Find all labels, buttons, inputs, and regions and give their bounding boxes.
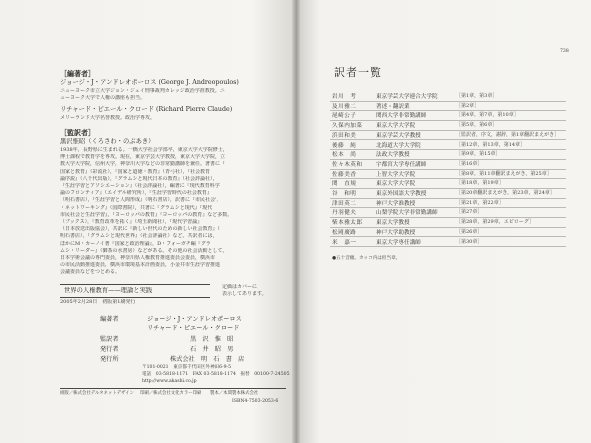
translator-name: 松岡廣路: [332, 229, 357, 236]
page-number: 738: [560, 49, 569, 54]
supervisor-bio-line: ムシ・リーダー』（御茶の水書房）などがある。その他の社会活動として，: [60, 247, 228, 254]
translator-chapters: ［第9章，第15章］: [456, 151, 501, 158]
translator-affiliation: 上智大学大学院: [376, 171, 416, 178]
translator-chapters: ［第20章翻訳まえがき，第23章，第24章］: [456, 190, 555, 196]
translator-name: 佐藤美香: [332, 171, 357, 178]
supervisor-bio-line: 市民社会と生涯学習』，『ヨーロッパの教育』『ヨーロッパの教育』など多数。: [60, 211, 233, 218]
title-rule-bottom: [60, 297, 210, 298]
translator-affiliation: 神戸大学助教授: [376, 229, 416, 236]
translator-chapters: ［第1章，第3章］: [456, 93, 498, 99]
isbn: ISBN4-7503-2053-6: [232, 399, 279, 404]
colophon-role: 編著者: [100, 316, 119, 323]
supervisor-bio-line: 論序説』（八千代出版），『グラムシと現代日本の教育』（社会評論社），: [60, 175, 218, 182]
colophon-value: リチャード・ピエール・クロード: [147, 325, 240, 332]
address-line: 〒101-0021 東京都千代田区外神田6-9-5: [142, 365, 232, 370]
address-line: 電話 03-5818-1171 FAX 03-5818-1174 振替 00100-7-24505: [142, 372, 290, 377]
translator-name: 後藤 純: [332, 142, 357, 149]
translator-chapters: ［第26章］: [456, 228, 483, 235]
translator-name: 松本 尚: [332, 152, 357, 159]
publisher-note-line: 表示してあります。: [222, 291, 267, 297]
translator-name: 津田英二: [332, 200, 357, 207]
translator-affiliation: 神戸大学准教授: [376, 200, 416, 207]
row-divider: [330, 246, 566, 247]
translator-name: 米 嘉一: [332, 239, 357, 246]
supervisor-bio-line: ほかにM・カーノイ著『国家と政治理論』，D・フォーガチ編『グラ: [60, 240, 211, 247]
colophon-role: 発行者: [100, 346, 119, 353]
supervisor-bio-line: 会議委員などをつとめる。: [60, 269, 121, 276]
translator-affiliation: 東京外国語大学教授: [376, 191, 427, 197]
translator-affiliation: 北海道大学大学院: [376, 142, 421, 149]
translator-chapters: ［第28章，第29章，エピローグ］: [456, 219, 534, 226]
editor1-bio-line: ューヨーク大学で人権の講座も担当。: [60, 95, 146, 101]
supervisor-bio-line: ・ネットワーキング』（国際書院），共著に『グラムシと現代』『現代: [60, 204, 213, 211]
supervisor-bio-line: （明石書店），『生涯学習と人間形成』（明石書店），訳書に『市民社会',: [60, 197, 218, 204]
translator-chapters: ［第4章，第7章，第10章］: [456, 112, 519, 119]
supervisor-bio-line: 1938年，長野県に生まれる。一橋大学社会学部卒，東京大学大学院修士，: [60, 147, 228, 153]
translator-affiliation: 東京大学教授: [376, 220, 410, 227]
translator-chapters: ［監訳者，序文，謝辞，第1章翻訳まえがき］: [456, 131, 560, 138]
translator-name: 浜田和美: [332, 132, 357, 139]
supervisor-bio-line: 教大学大学院，信州大学，神奈川大学などの非常勤講師を兼任。著書に『: [60, 161, 226, 168]
supervisor-name: 黒沢惟昭（くろさわ・のぶあき）: [60, 138, 155, 145]
colophon-value: 石 井 昭 男: [190, 346, 234, 353]
editor1-name: ジョージ・J・アンドレオポーロス (George J. Andreopoulos): [60, 79, 239, 86]
supervisor-bio-line: の市民活動推進委員，横浜市環境基本計画委員，小金井市生涯学習推進: [60, 262, 221, 269]
supervisor-bio-line: 日本学術会議の専門委員，神奈川県人権教育推進委員会委員，横浜市: [60, 255, 216, 261]
translator-affiliation: 東京大学大学院: [376, 181, 416, 188]
supervisor-bio-line: 『生涯学習とアソシエーション』（社会評論社），編著に『現代教育科学: [60, 183, 220, 189]
translator-chapters: ［第12章，第13章，第14章］: [456, 141, 526, 148]
title-rule-top: [60, 284, 210, 285]
editor2-bio-line: メリーランド大学名誉教授。政治学専攻。: [60, 115, 156, 121]
translator-name: 久保内加菜: [332, 123, 363, 130]
translator-name: 丹羽健夫: [332, 210, 357, 217]
translator-affiliation: 山梨学院大学非常勤講師: [376, 210, 438, 217]
translator-chapters: ［第8章，第11章翻訳まえがき，第25章］: [456, 170, 552, 177]
footer-printing: 印刷／株式会社文化カラー印刷: [140, 391, 202, 396]
supervisor-bio-line: 論のフロンティア』（エイデル研究所），『生涯学習時代の社会教育』: [60, 190, 212, 197]
translator-affiliation: 東京学芸大学教授: [376, 132, 421, 139]
book-spine: [292, 0, 300, 443]
supervisor-heading: ［監訳者］: [60, 128, 95, 137]
supervisor-bio-line: （ブックス），『教育改革を拓く』（埼玉新聞社），『現代学習論』: [60, 219, 203, 225]
supervisor-bio-line: （日本放送出版協会），共訳に『新しい世代のための新しい社会教育』（: [60, 226, 221, 233]
editors-heading: ［編著者］: [60, 69, 95, 78]
edition-line: 2005年2月28日 初版第1刷発行: [60, 299, 136, 305]
supervisor-bio-line: 博士課程で教育学を専攻。現在，東京学芸大学教授，東京大学大学院，立: [60, 154, 226, 161]
translator-affiliation: 東京大学専任講師: [376, 239, 421, 246]
colophon-value: ジョージ・J・アンドレオポーロス: [147, 316, 242, 323]
translator-chapters: ［第5章，第6章］: [456, 122, 498, 129]
translator-name: 関 直規: [332, 181, 357, 188]
translator-name: 岩川 考: [332, 94, 357, 100]
translator-affiliation: 法政大学教授: [376, 152, 410, 159]
translator-affiliation: 著述・翻訳業: [376, 103, 410, 110]
translator-chapters: ［第21章，第22章］: [456, 199, 504, 206]
translator-chapters: ［第30章］: [456, 238, 483, 245]
translator-name: 及川雅二: [332, 103, 357, 110]
editor2-name: リチャード・ピエール・クロード (Richard Pierre Claude): [60, 106, 233, 113]
editor1-bio-line: ニューヨーク市立大学ジョン・ジェイ刑事裁判カレッジ政治学准教授。ニ: [60, 88, 225, 94]
translator-chapters: ［第18章，第19章］: [456, 180, 504, 187]
page-title: 訳者一覧: [334, 66, 382, 79]
book-title: 世界の人権教育——理論と実践: [64, 287, 153, 294]
colophon-role: 発行所: [100, 356, 119, 363]
list-note: ●五十音順。カッコ内は担当章。: [332, 256, 401, 261]
translator-chapters: ［第2章］: [456, 102, 480, 109]
footer-typesetting: 組版／株式会社デルタネットデザイン: [60, 391, 134, 396]
translator-affiliation: 宇都宮大学専任講師: [376, 161, 427, 168]
footer-rule: [60, 388, 286, 389]
address-line: http://www.akashi.co.jp: [142, 379, 197, 384]
translator-name: 尾崎公子: [332, 113, 357, 120]
supervisor-bio-line: 明石書店），『グラムシと現代世界』（社会評論社）など。共訳者には，: [60, 233, 218, 240]
footer-binding: 製本／本間製本株式会社: [210, 391, 259, 396]
translator-chapters: ［第27章］: [456, 209, 483, 216]
translator-affiliation: 東京大学大学院: [376, 123, 416, 130]
colophon-value: 黒 沢 惟 昭: [190, 336, 234, 343]
supervisor-bio-line: 国家と教育』（彩流社），『国家と道徳・教育』（青弓社），『社会教育: [60, 168, 211, 175]
publisher-note-line: 定価はカバーに: [222, 284, 258, 290]
translator-affiliation: 関西大学非常勤講師: [376, 113, 427, 120]
translator-affiliation: 東京学芸大学連合大学院: [376, 94, 438, 100]
colophon-role: 監訳者: [100, 336, 119, 343]
translator-name: 谷 和明: [332, 191, 357, 197]
translator-chapters: ［第16章］: [456, 160, 483, 167]
colophon-value: 株式会社 明 石 書 店: [170, 356, 245, 363]
translator-name: 佐々木英和: [332, 161, 363, 168]
translator-name: 柴本雅太郎: [332, 220, 363, 227]
